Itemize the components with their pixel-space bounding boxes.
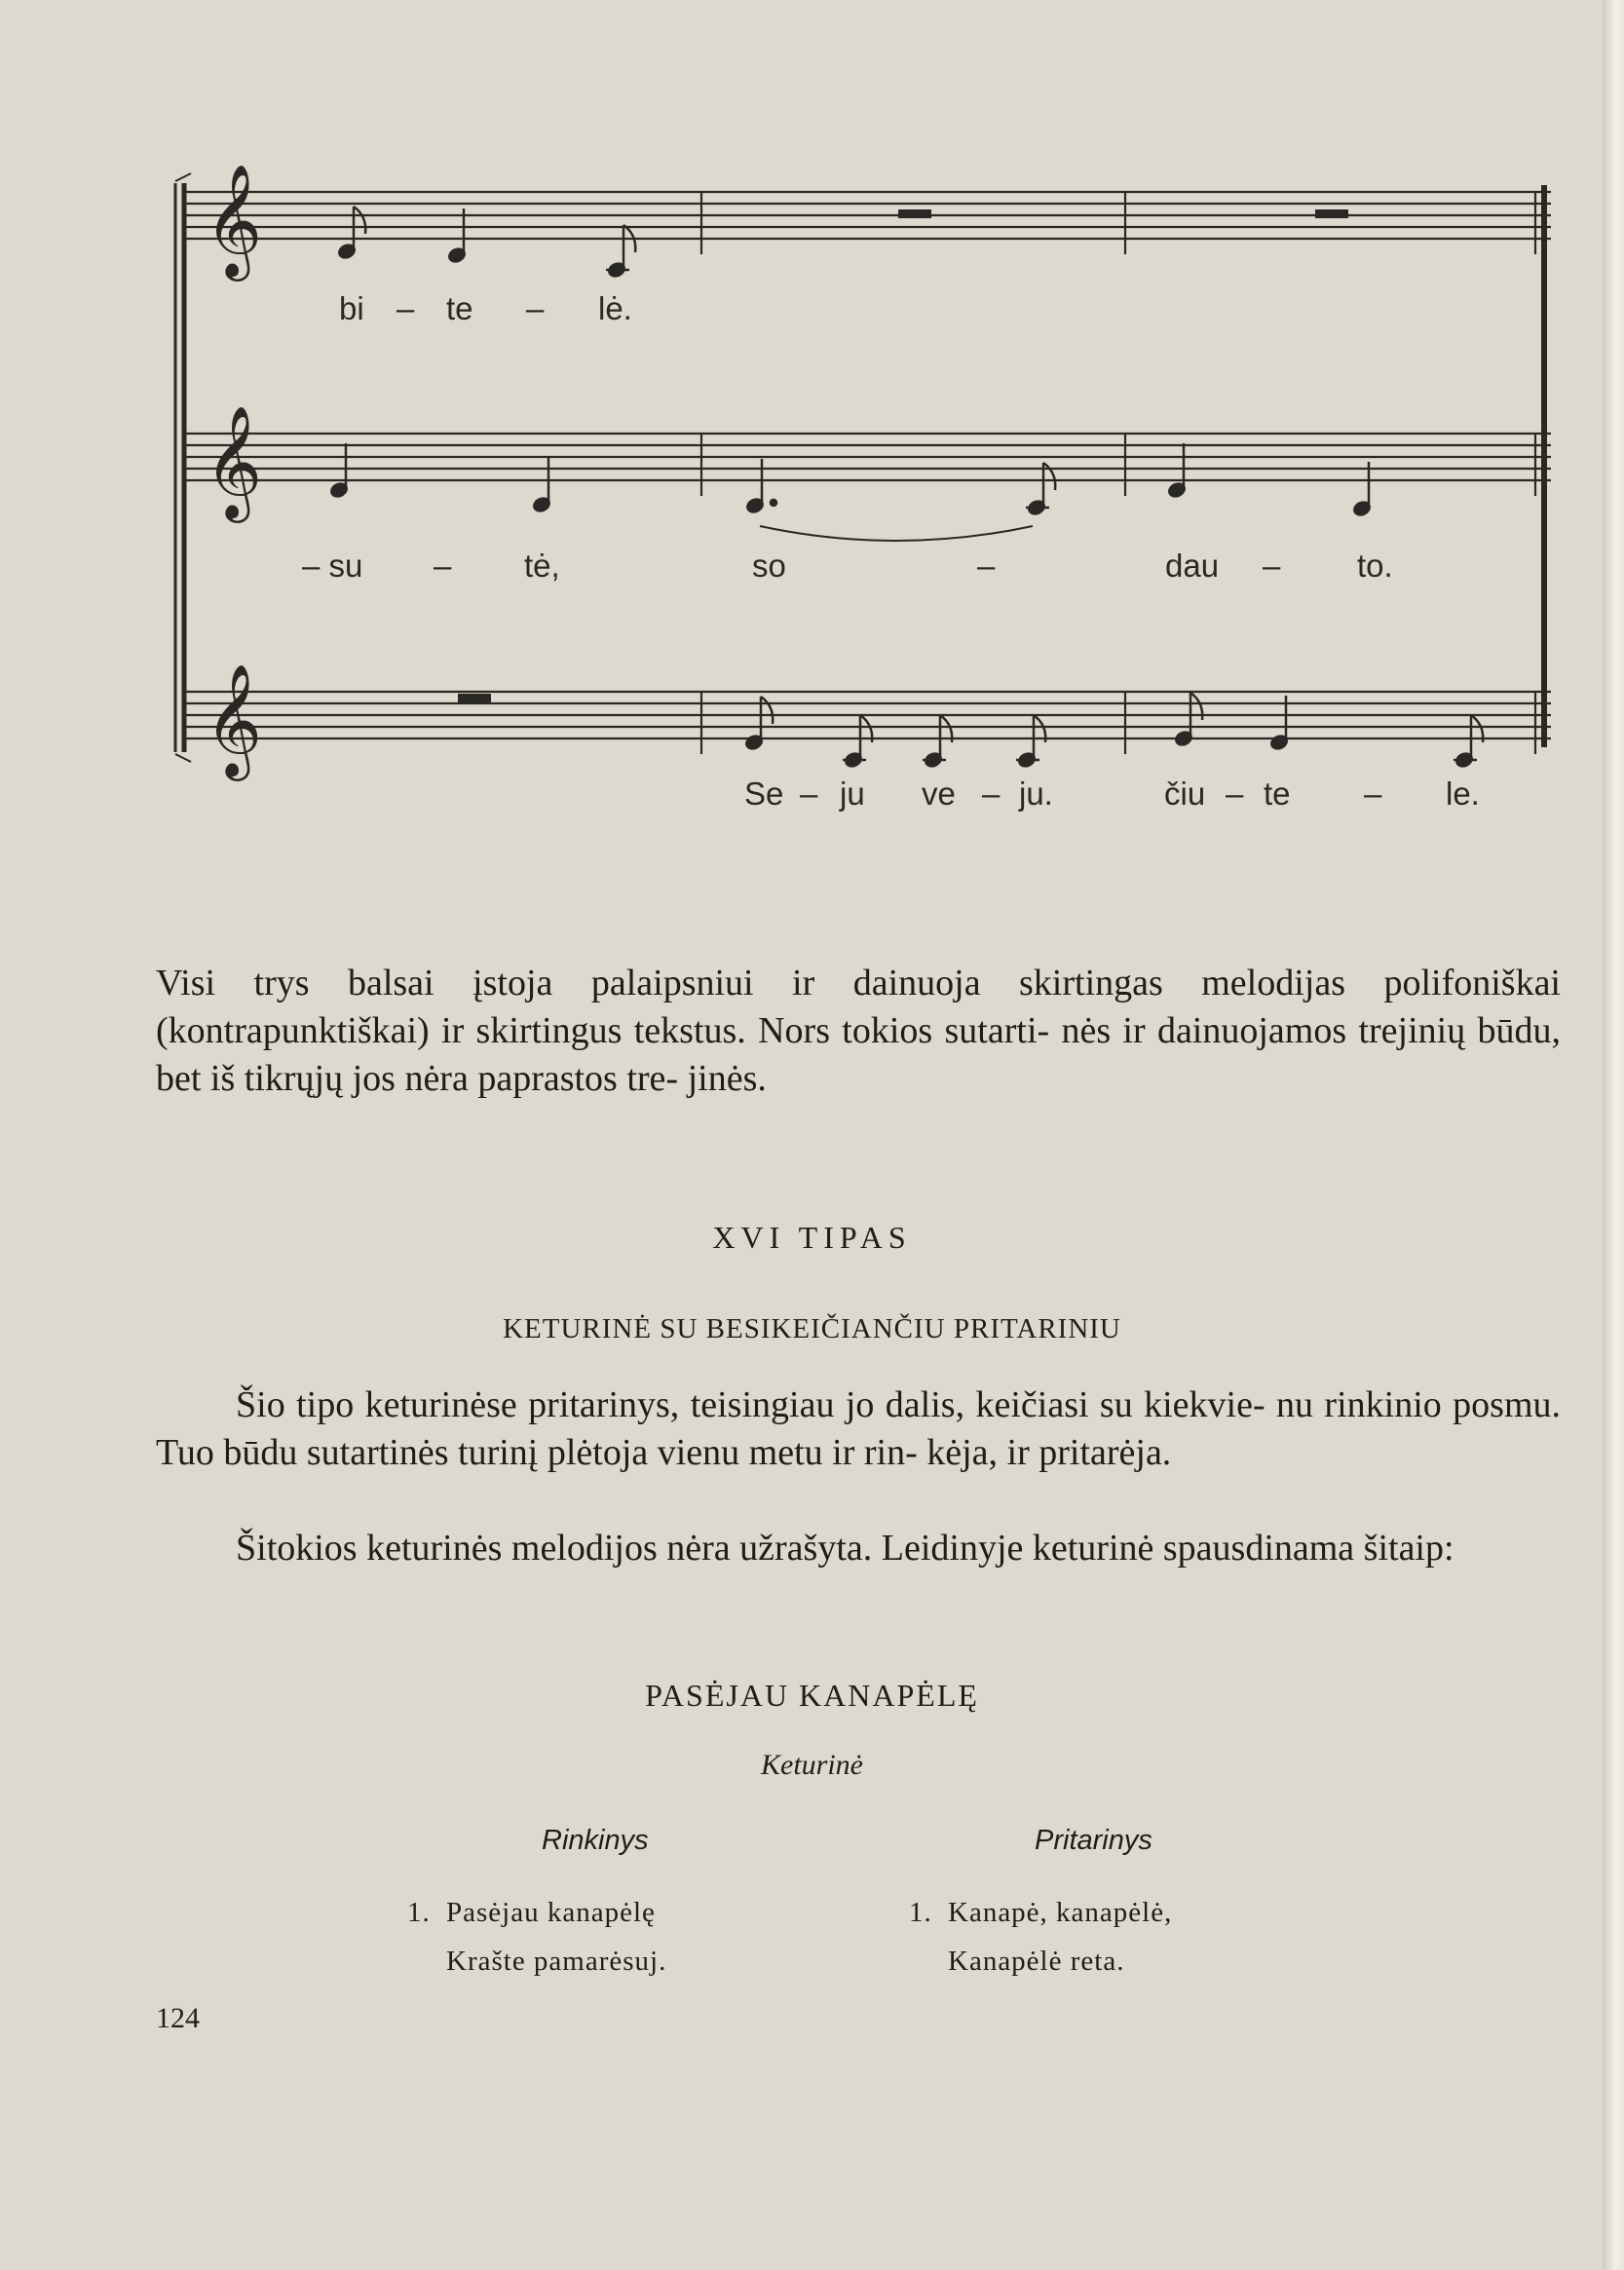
verse-number: 1. [407,1897,431,1928]
lyric-syllable: ve [922,776,956,812]
verse-rinkinys [407,1888,666,1986]
lyric-dash: – [1263,548,1281,584]
paragraph-polyphony: Visi trys balsai įstoja palaipsniui ir dainuoja skirtingas melodijas polifoniškai (kontrapunktiškai) ir skirtingus tekstus. Nors tokios sutarti- nės ir dainuojamos trejinių būdu, bet iš tikrųjų jos nėra paprastos tre- jinės. [156,963,1561,1099]
lyric-syllable: le. [1446,776,1480,812]
verse-line: Krašte pamarėsuj. [446,1946,667,1977]
song-title: PASĖJAU KANAPĖLĘ [645,1678,979,1713]
verse-line: Pasėjau kanapėlę [446,1897,656,1928]
lyric-syllable: – su [302,548,363,584]
lyric-syllable: to. [1357,548,1393,584]
lyric-syllable: čiu [1164,776,1206,812]
staff-1 [185,185,1551,747]
verse-line: Kanapė, kanapėlė, [948,1897,1173,1928]
verse-pritarinys [909,1888,1172,1986]
rest-icon [458,694,491,702]
section-heading: XVI TIPAS [712,1220,912,1255]
treble-clef-icon: 𝄞 [205,662,263,776]
lyric-syllable: Se [744,776,784,812]
section-subheading: KETURINĖ SU BESIKEIČIANČIU PRITARINIU [503,1313,1121,1344]
lyric-dash: – [1226,776,1244,812]
lyric-dash: – [1364,776,1382,812]
page-number: 124 [156,2002,200,2034]
lyric-dash: – [982,776,1001,812]
staff-2 [185,434,1551,496]
treble-clef-icon: 𝄞 [205,404,263,518]
lyric-syllable: bi [339,290,364,326]
column-header-rinkinys: Rinkinys [542,1825,649,1856]
treble-clef-icon: 𝄞 [205,163,263,277]
paragraph-printing-note: Šitokios keturinės melodijos nėra užrašyta. Leidinyje keturinė spausdinama šitaip: [236,1528,1454,1569]
lyric-dash: – [977,548,996,584]
rest-icon [1315,209,1348,218]
lyric-syllable: ju. [1019,776,1053,812]
rest-icon [898,209,931,218]
verse-line: Kanapėlė reta. [948,1946,1125,1977]
column-header-pritarinys: Pritarinys [1035,1825,1152,1856]
lyric-dash: – [397,290,415,326]
lyric-dash: – [526,290,545,326]
song-subtitle: Keturinė [761,1749,863,1781]
lyric-syllable: ju [840,776,865,812]
lyric-syllable: te [446,290,473,326]
music-score [0,0,1624,877]
lyric-syllable: tė, [524,548,560,584]
lyric-syllable: so [752,548,786,584]
lyric-syllable: te [1264,776,1291,812]
lyric-dash: – [434,548,452,584]
paragraph-type-description: Šio tipo keturinėse pritarinys, teisingiau jo dalis, keičiasi su kiekvie- nu rinkinio posmu. Tuo būdu sutartinės turinį plėtoja vienu metu ir rin- kėja, ir pritarėja. [156,1384,1561,1473]
lyric-syllable: lė. [598,290,632,326]
lyric-syllable: dau [1165,548,1220,584]
lyric-dash: – [800,776,818,812]
verse-number: 1. [909,1897,932,1928]
